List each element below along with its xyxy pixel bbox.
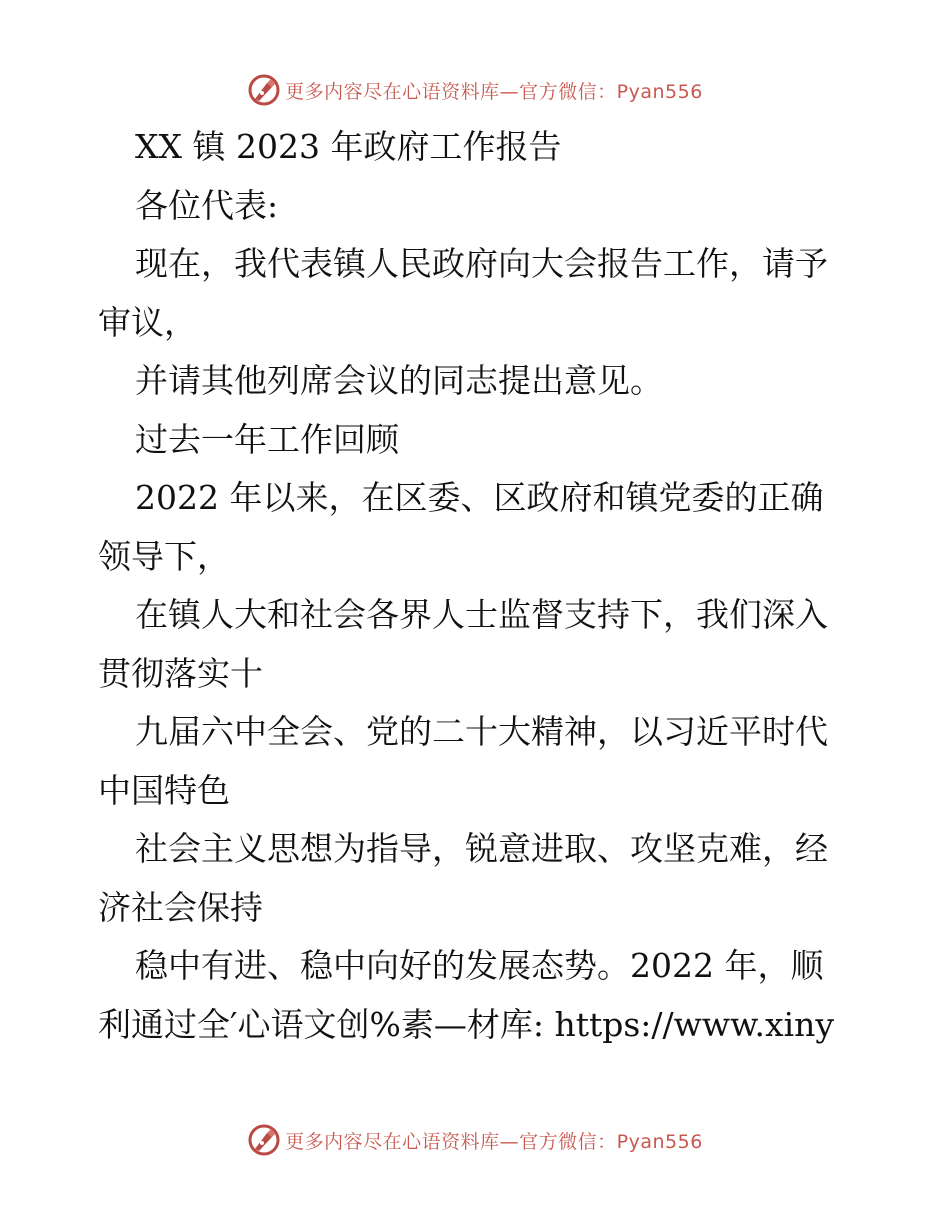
document-line: 在镇人大和社会各界人士监督支持下，我们深入 [135, 595, 828, 634]
document-line: 2022 年以来，在区委、区政府和镇党委的正确 [135, 478, 824, 517]
document-line: XX 镇 2023 年政府工作报告 [135, 127, 562, 166]
document-line: 现在，我代表镇人民政府向大会报告工作，请予 [135, 244, 828, 283]
banner-title: 更多内容尽在心语资料库 [285, 80, 500, 103]
document-line: 领导下， [98, 536, 230, 576]
banner-dash: — [499, 1130, 520, 1153]
document-line: 稳中有进、稳中向好的发展态势。2022 年，顺 [135, 946, 824, 985]
document-line: 过去一年工作回顾 [135, 419, 399, 459]
document-line: 九届六中全会、党的二十大精神，以习近平时代 [135, 712, 828, 751]
banner-dash: — [499, 80, 520, 103]
document-line: 各位代表: [135, 185, 279, 225]
footer-banner [0, 1120, 950, 1160]
document-line: 审议， [98, 302, 197, 342]
document-line: 中国特色 [98, 770, 230, 810]
document-line: 贯彻落实十 [98, 653, 263, 693]
banner-title: 更多内容尽在心语资料库 [285, 1130, 500, 1153]
header-banner [0, 70, 950, 110]
document-line: 利通过全′心语文创%素—材库: https://www.xiny [98, 1004, 835, 1044]
document-line: 济社会保持 [98, 887, 263, 927]
document-line: 并请其他列席会议的同志提出意见。 [135, 361, 663, 400]
document-line: 社会主义思想为指导，锐意进取、攻坚克难，经 [135, 829, 828, 868]
banner-contact: 官方微信：Pyan556 [519, 80, 703, 103]
banner-contact: 官方微信：Pyan556 [519, 1130, 703, 1153]
document-body [98, 118, 858, 1054]
pen-nib-logo-icon [247, 1123, 281, 1157]
pen-nib-logo-icon [247, 73, 281, 107]
